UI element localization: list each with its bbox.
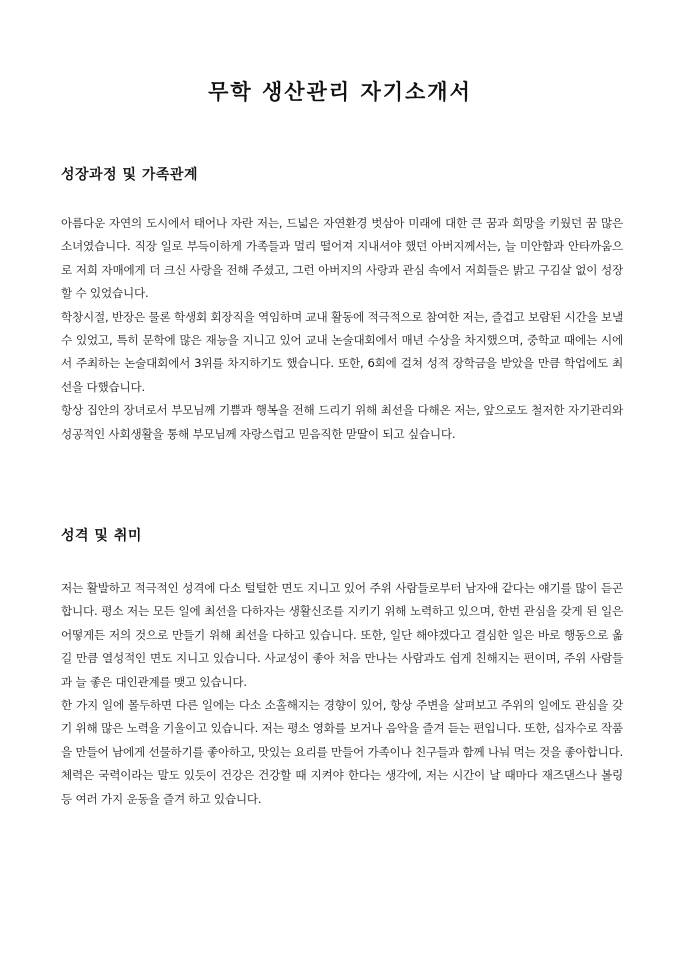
section-heading-personality-hobby: 성격 및 취미 xyxy=(61,528,142,544)
paragraph: 아름다운 자연의 도시에서 태어나 자란 저는, 드넓은 자연환경 벗삼아 미래에 대한 큰 꿈과 희망을 키웠던 꿈 많은 소녀였습니다. 직장 일로 부득이하게 가족들과 멀리 떨어져 지내셔야 했던 아버지께서는, 늘 미안함과 안타까움으로 저희 자매에게 더 크신 사랑을 전해 주셨고, 그런 아버지의 사랑과 관심 속에서 저희들은 밝고 구김살 없이 성장할 수 있었습니다. xyxy=(61,216,623,301)
paragraph: 한 가지 일에 몰두하면 다른 일에는 다소 소홀해지는 경향이 있어, 항상 주변을 살펴보고 주위의 일에도 관심을 갖기 위해 많은 노력을 기울이고 있습니다. 저는 평소 영화를 보거나 음악을 즐겨 듣는 편입니다. 또한, 십자수로 작품을 만들어 남에게 선물하기를 좋아하고, 맛있는 요리를 만들어 가족이나 친구들과 함께 나눠 먹는 것을 좋아합니다. 체력은 국력이라는 말도 있듯이 건강은 건강할 때 지켜야 한다는 생각에, 저는 시간이 날 때마다 재즈댄스나 볼링 등 여러 가지 운동을 즐겨 하고 있습니다. xyxy=(61,698,623,806)
document-title: 무학 생산관리 자기소개서 xyxy=(208,79,472,104)
section-body-growth-family xyxy=(61,212,623,446)
paragraph: 항상 집안의 장녀로서 부모님께 기쁨과 행복을 전해 드리기 위해 최선을 다해온 저는, 앞으로도 철저한 자기관리와 성공적인 사회생활을 통해 부모님께 자랑스럽고 믿음직한 맏딸이 되고 싶습니다. xyxy=(61,403,623,441)
paragraph: 저는 활발하고 적극적인 성격에 다소 털털한 면도 지니고 있어 주위 사람들로부터 남자애 같다는 얘기를 많이 듣곤 합니다. 평소 저는 모든 일에 최선을 다하자는 생활신조를 지키기 위해 노력하고 있으며, 한번 관심을 갖게 된 일은 어떻게든 저의 것으로 만들기 위해 최선을 다하고 있습니다. 또한, 일단 해야겠다고 결심한 일은 바로 행동으로 옮길 만큼 열성적인 면도 지니고 있습니다. 사교성이 좋아 처음 만나는 사람과도 쉽게 친해지는 편이며, 주위 사람들과 늘 좋은 대인관계를 맺고 있습니다. xyxy=(61,581,623,689)
paragraph: 학창시절, 반장은 물론 학생회 회장직을 역임하며 교내 활동에 적극적으로 참여한 저는, 즐겁고 보람된 시간을 보낼 수 있었고, 특히 문학에 많은 재능을 지니고 있어 교내 논술대회에서 매년 수상을 차지했으며, 중학교 때에는 시에서 주최하는 논술대회에서 3위를 차지하기도 했습니다. 또한, 6회에 걸쳐 성적 장학금을 받았을 만큼 학업에도 최선을 다했습니다. xyxy=(61,309,623,394)
section-heading-growth-family: 성장과정 및 가족관계 xyxy=(61,167,198,183)
section-body-personality-hobby xyxy=(61,577,623,811)
